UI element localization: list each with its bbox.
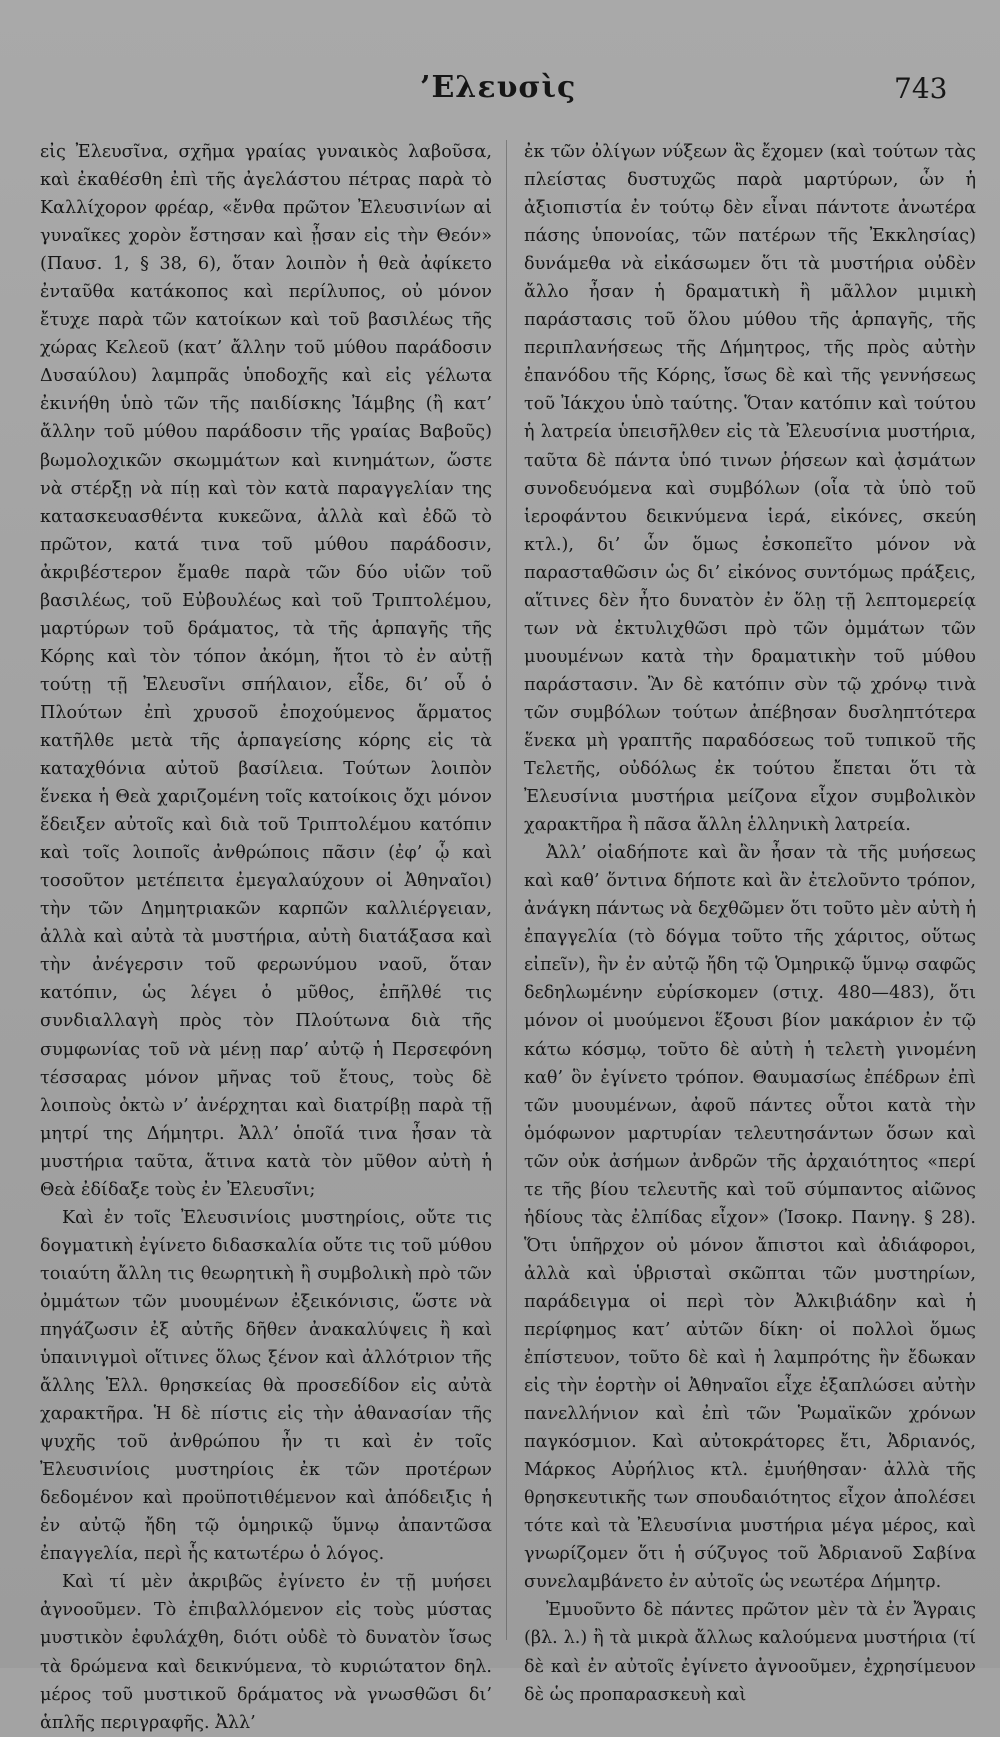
- column-divider: [506, 140, 507, 1640]
- left-column: [40, 138, 492, 1733]
- left-paragraph-1: εἰς Ἐλευσῖνα, σχῆμα γραίας γυναικὸς λαβοῦσα, καὶ ἐκαθέσθη ἐπὶ τῆς ἀγελάστου πέτρας παρὰ τὸ Καλλίχορον φρέαρ, «ἔνθα πρῶτον Ἐλευσινίων αἱ γυναῖκες χορὸν ἔστησαν καὶ ᾖσαν εἰς τὴν Θεόν» (Παυσ. 1, § 38, 6), ὅταν λοιπὸν ἡ θεὰ ἀφίκετο ἐνταῦθα κατάκοπος καὶ περίλυπος, οὐ μόνον ἔτυχε παρὰ τῶν κατοίκων καὶ τοῦ βασιλέως τῆς χώρας Κελεοῦ (κατ’ ἄλλην τοῦ μύθου παράδοσιν Δυσαύλου) λαμπρᾶς ὑποδοχῆς καὶ εἰς γέλωτα ἐκινήθη ὑπὸ τῶν τῆς παιδίσκης Ἰάμβης (ἢ κατ’ ἄλλην τοῦ μύθου παράδοσιν τῆς γραίας Βαβοῦς) βωμολοχικῶν σκωμμάτων καὶ κινημάτων, ὥστε νὰ στέρξῃ νὰ πίῃ καὶ τὸν κατὰ παραγγελίαν της κατασκευασθέντα κυκεῶνα, ἀλλὰ καὶ ἐδῶ τὸ πρῶτον, κατά τινα τοῦ μύθου παράδοσιν, ἀκριβέστερον ἔμαθε παρὰ τῶν δύο υἱῶν τοῦ βασιλέως, τοῦ Εὐβουλέως καὶ τοῦ Τριπτολέμου, μαρτύρων τοῦ δράματος, τὰ τῆς ἁρπαγῆς τῆς Κόρης καὶ τὸν τόπον ἀκόμη, ἤτοι τὸ ἐν αὐτῇ τούτῃ τῇ Ἐλευσῖνι σπήλαιον, εἶδε, δι’ οὗ ὁ Πλούτων ἐπὶ χρυσοῦ ἐποχούμενος ἅρματος κατῆλθε μετὰ τῆς ἁρπαγείσης κόρης εἰς τὰ καταχθόνια αὐτοῦ βασίλεια. Τούτων λοιπὸν ἕνεκα ἡ Θεὰ χαριζομένη τοῖς κατοίκοις ὄχι μόνον ἔδειξεν αὐτοῖς καὶ διὰ τοῦ Τριπτολέμου κατόπιν καὶ τοῖς λοιποῖς ἀνθρώποις πᾶσιν (ἐφ’ ᾧ καὶ τοσοῦτον μετέπειτα ἐμεγαλαύχουν οἱ Ἀθηναῖοι) τὴν τῶν Δημητριακῶν καρπῶν καλλιέργειαν, ἀλλὰ καὶ αὐτὰ τὰ μυστήρια, αὐτὴ διατάξασα καὶ τὴν ἀνέγερσιν τοῦ φερωνύμου ναοῦ, ὅταν κατόπιν, ὡς λέγει ὁ μῦθος, ἐπῆλθέ τις συνδιαλλαγὴ πρὸς τὸν Πλούτωνα διὰ τῆς συμφωνίας τοῦ νὰ μένῃ παρ’ αὐτῷ ἡ Περσεφόνη τέσσαρας μόνον μῆνας τοῦ ἔτους, τοὺς δὲ λοιποὺς ὀκτὼ ν’ ἀνέρχηται καὶ διατρίβῃ παρὰ τῇ μητρί της Δήμητρι. Ἀλλ’ ὁποῖά τινα ἦσαν τὰ μυστήρια ταῦτα, ἅτινα κατὰ τὸν μῦθον αὐτὴ ἡ Θεὰ ἐδίδαξε τοὺς ἐν Ἐλευσῖνι;: [40, 142, 492, 1200]
- right-paragraph-3: Ἐμυοῦντο δὲ πάντες πρῶτον μὲν τὰ ἐν Ἄγραις (βλ. λ.) ἢ τὰ μικρὰ ἄλλως καλούμενα μυστήρια (τί δὲ καὶ ἐν αὐτοῖς ἐγίνετο ἀγνοοῦμεν, ἐχρησίμευον δὲ ὡς προπαρασκευὴ καὶ: [524, 1600, 976, 1705]
- left-paragraph-2: Καὶ ἐν τοῖς Ἐλευσινίοις μυστηρίοις, οὔτε τις δογματικὴ ἐγίνετο διδασκαλία οὔτε τις τοῦ μύθου τοιαύτη ἄλλη τις θεωρητικὴ ἢ συμβολικὴ πρὸ τῶν ὀμμάτων τῶν μυουμένων ἐξεικόνισις, ὥστε νὰ πηγάζωσιν ἐξ αὐτῆς δῆθεν ἀνακαλύψεις ἢ καὶ ὑπαινιγμοὶ οἵτινες ὅλως ξένον καὶ ἀλλότριον τῆς ἄλλης Ἑλλ. θρησκείας θὰ προσεδίδον εἰς αὐτὰ χαρακτῆρα. Ἡ δὲ πίστις εἰς τὴν ἀθανασίαν τῆς ψυχῆς τοῦ ἀνθρώπου ἦν τι καὶ ἐν τοῖς Ἐλευσινίοις μυστηρίοις ἐκ τῶν προτέρων δεδομένον καὶ προϋποτιθέμενον καὶ ἀπόδειξις ἡ ἐν αὐτῷ ἤδη τῷ ὁμηρικῷ ὕμνῳ ἀπαντῶσα ἐπαγγελία, περὶ ἧς κατωτέρω ὁ λόγος.: [40, 1207, 492, 1565]
- left-paragraph-3: Καὶ τί μὲν ἀκριβῶς ἐγίνετο ἐν τῇ μυήσει ἀγνοοῦμεν. Τὸ ἐπιβαλλόμενον εἰς τοὺς μύστας μυστικὸν ἐφυλάχθη, διότι οὐδὲ τὸ δυνατὸν ἴσως τὰ δρώμενα καὶ δεικνύμενα, τὸ κυριώτατον δηλ. μέρος τοῦ μυστικοῦ δράματος νὰ γνωσθῶσι δι’ ἁπλῆς περιγραφῆς. Ἀλλ’: [40, 1572, 492, 1733]
- right-paragraph-2: Ἀλλ’ οἱαδήποτε καὶ ἂν ἦσαν τὰ τῆς μυήσεως καὶ καθ’ ὅντινα δήποτε καὶ ἂν ἐτελοῦντο τρόπον, ἀνάγκη πάντως νὰ δεχθῶμεν ὅτι τοῦτο μὲν αὐτὴ ἡ ἐπαγγελία (τὸ δόγμα τοῦτο τῆς χάριτος, οὕτως εἰπεῖν), ἣν ἐν αὐτῷ ἤδη τῷ Ὁμηρικῷ ὕμνῳ σαφῶς δεδηλωμένην εὑρίσκομεν (στιχ. 480—483), ὅτι μόνον οἱ μυούμενοι ἕξουσι βίον μακάριον ἐν τῷ κάτω κόσμῳ, τοῦτο δὲ αὐτὴ ἡ τελετὴ γινομένη καθ’ ὃν ἐγίνετο τρόπον. Θαυμασίως ἐπέδρων ἐπὶ τῶν μυουμένων, ἀφοῦ πάντες οὗτοι κατὰ τὴν ὁμόφωνον μαρτυρίαν τελευτησάντων ὅσων καὶ τῶν οὐκ ἀσήμων ἀνδρῶν τῆς ἀρχαιότητος «περί τε τῆς βίου τελευτῆς καὶ τοῦ σύμπαντος αἰῶνος ἡδίους τὰς ἐλπίδας εἶχον» (Ἰσοκρ. Πανηγ. § 28). Ὅτι ὑπῆρχον οὐ μόνον ἄπιστοι καὶ ἀδιάφοροι, ἀλλὰ καὶ ὑβρισταὶ σκῶπται τῶν μυστηρίων, παράδειγμα οἱ περὶ τὸν Ἀλκιβιάδην καὶ ἡ περίφημος κατ’ αὐτῶν δίκη· οἱ πολλοὶ ὅμως ἐπίστευον, τοῦτο δὲ καὶ ἡ λαμπρότης ἣν ἔδωκαν εἰς τὴν ἑορτὴν οἱ Ἀθηναῖοι εἶχε ἐξαπλώσει αὐτὴν πανελλήνιον καὶ ἐπὶ τῶν Ῥωμαϊκῶν χρόνων παγκόσμιον. Καὶ αὐτοκράτορες ἔτι, Ἀδριανός, Μάρκος Αὐρήλιος κτλ. ἐμυήθησαν· ἀλλὰ τῆς θρησκευτικῆς των σπουδαιότητος εἶχον ἀπολέσει τότε καὶ τὰ Ἐλευσίνια μυστήρια μέγα μέρος, καὶ γνωρίζομεν ὅτι ἡ σύζυγος τοῦ Ἀδριανοῦ Σαβίνα συνελαμβάνετο ἐν αὐτοῖς ὡς νεωτέρα Δήμητρ.: [524, 843, 976, 1593]
- right-paragraph-1: ἐκ τῶν ὀλίγων νύξεων ἃς ἔχομεν (καὶ τούτων τὰς πλείστας δυστυχῶς παρὰ μαρτύρων, ὧν ἡ ἀξιοπιστία ἐν τούτῳ δὲν εἶναι πάντοτε ἀνωτέρα πάσης ὑπονοίας, τῶν πατέρων τῆς Ἐκκλησίας) δυνάμεθα νὰ εἰκάσωμεν ὅτι τὰ μυστήρια οὐδὲν ἄλλο ἦσαν ἡ δραματικὴ ἢ μᾶλλον μιμικὴ παράστασις τοῦ ὅλου μύθου τῆς ἁρπαγῆς, τῆς περιπλανήσεως τῆς Δήμητρος, τῆς πρὸς αὐτὴν ἐπανόδου τῆς Κόρης, ἴσως δὲ καὶ τῆς γεννήσεως τοῦ Ἰάκχου ὑπὸ ταύτης. Ὅταν κατόπιν καὶ τούτου ἡ λατρεία ὑπεισῆλθεν εἰς τὰ Ἐλευσίνια μυστήρια, ταῦτα δὲ πάντα ὑπό τινων ῥήσεων καὶ ᾀσμάτων συνοδευόμενα καὶ συμβόλων (οἷα τὰ ὑπὸ τοῦ ἱεροφάντου δεικνύμενα ἱερά, εἰκόνες, σκεύη κτλ.), δι’ ὧν ὅμως ἐσκοπεῖτο μόνον νὰ παρασταθῶσιν ὡς δι’ εἰκόνος συντόμως πράξεις, αἵτινες δὲν ἦτο δυνατὸν ἐν ὅλῃ τῇ λεπτομερείᾳ των νὰ ἐκτυλιχθῶσι πρὸ τῶν ὀμμάτων τῶν μυουμένων κατὰ τὴν δραματικὴν τοῦ μύθου παράστασιν. Ἂν δὲ κατόπιν σὺν τῷ χρόνῳ τινὰ τῶν συμβόλων τούτων ἀπέβησαν δυσληπτότερα ἕνεκα μὴ γραπτῆς παραδόσεως τοῦ τυπικοῦ τῆς Τελετῆς, οὐδόλως ἐκ τούτου ἔπεται ὅτι τὰ Ἐλευσίνια μυστήρια μείζονα εἶχον συμβολικὸν χαρακτῆρα ἢ πᾶσα ἄλλη ἑλληνικὴ λατρεία.: [524, 142, 976, 836]
- page-number: 743: [894, 72, 948, 105]
- right-column: [524, 138, 976, 1705]
- running-title: ’Ελευσὶς: [420, 70, 577, 105]
- page-header: [0, 70, 1000, 110]
